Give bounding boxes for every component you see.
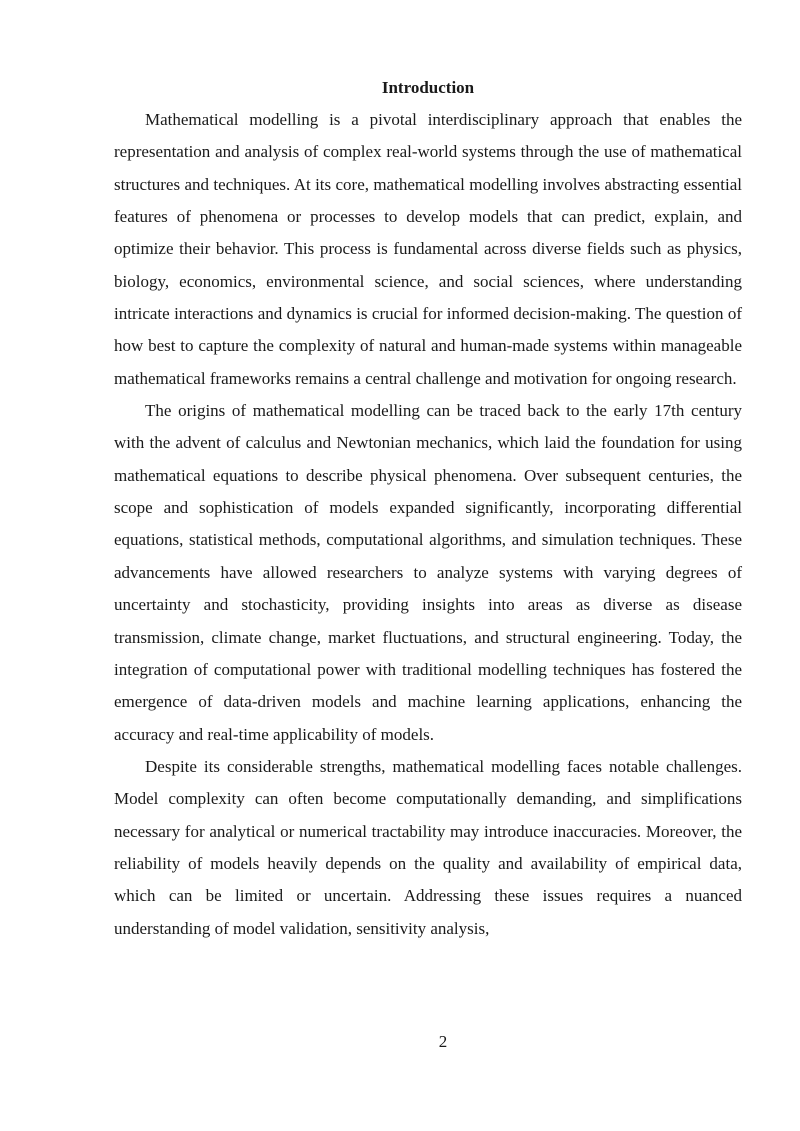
- paragraph-1: Mathematical modelling is a pivotal interdisciplinary approach that enables the representation and analysis of complex real-world systems through the use of mathematical structures and techniques. At its core, mathematical modelling involves abstracting essential features of phenomena or processes to develop models that can predict, explain, and optimize their behavior. This process is fundamental across diverse fields such as physics, biology, economics, environmental science, and social sciences, where understanding intricate interactions and dynamics is crucial for informed decision-making. The question of how best to capture the complexity of natural and human-made systems within manageable mathematical frameworks remains a central challenge and motivation for ongoing research.: [114, 110, 742, 388]
- paragraph-2: The origins of mathematical modelling can be traced back to the early 17th century with the advent of calculus and Newtonian mechanics, which laid the foundation for using mathematical equations to describe physical phenomena. Over subsequent centuries, the scope and sophistication of models expanded significantly, incorporating differential equations, statistical methods, computational algorithms, and simulation techniques. These advancements have allowed researchers to analyze systems with varying degrees of uncertainty and stochasticity, providing insights into areas as diverse as disease transmission, climate change, market fluctuations, and structural engineering. Today, the integration of computational power with traditional modelling techniques has fostered the emergence of data-driven models and machine learning applications, enhancing the accuracy and real-time applicability of models.: [114, 401, 742, 744]
- paragraph-3: Despite its considerable strengths, mathematical modelling faces notable challenges. Model complexity can often become computationally demanding, and simplifications necessary for analytical or numerical tractability may introduce inaccuracies. Moreover, the reliability of models heavily depends on the quality and availability of empirical data, which can be limited or uncertain. Addressing these issues requires a nuanced understanding of model validation, sensitivity analysis,: [114, 756, 742, 938]
- section-heading: Introduction: [381, 78, 475, 97]
- page-body: [114, 72, 742, 945]
- page-number: 2: [438, 1032, 448, 1051]
